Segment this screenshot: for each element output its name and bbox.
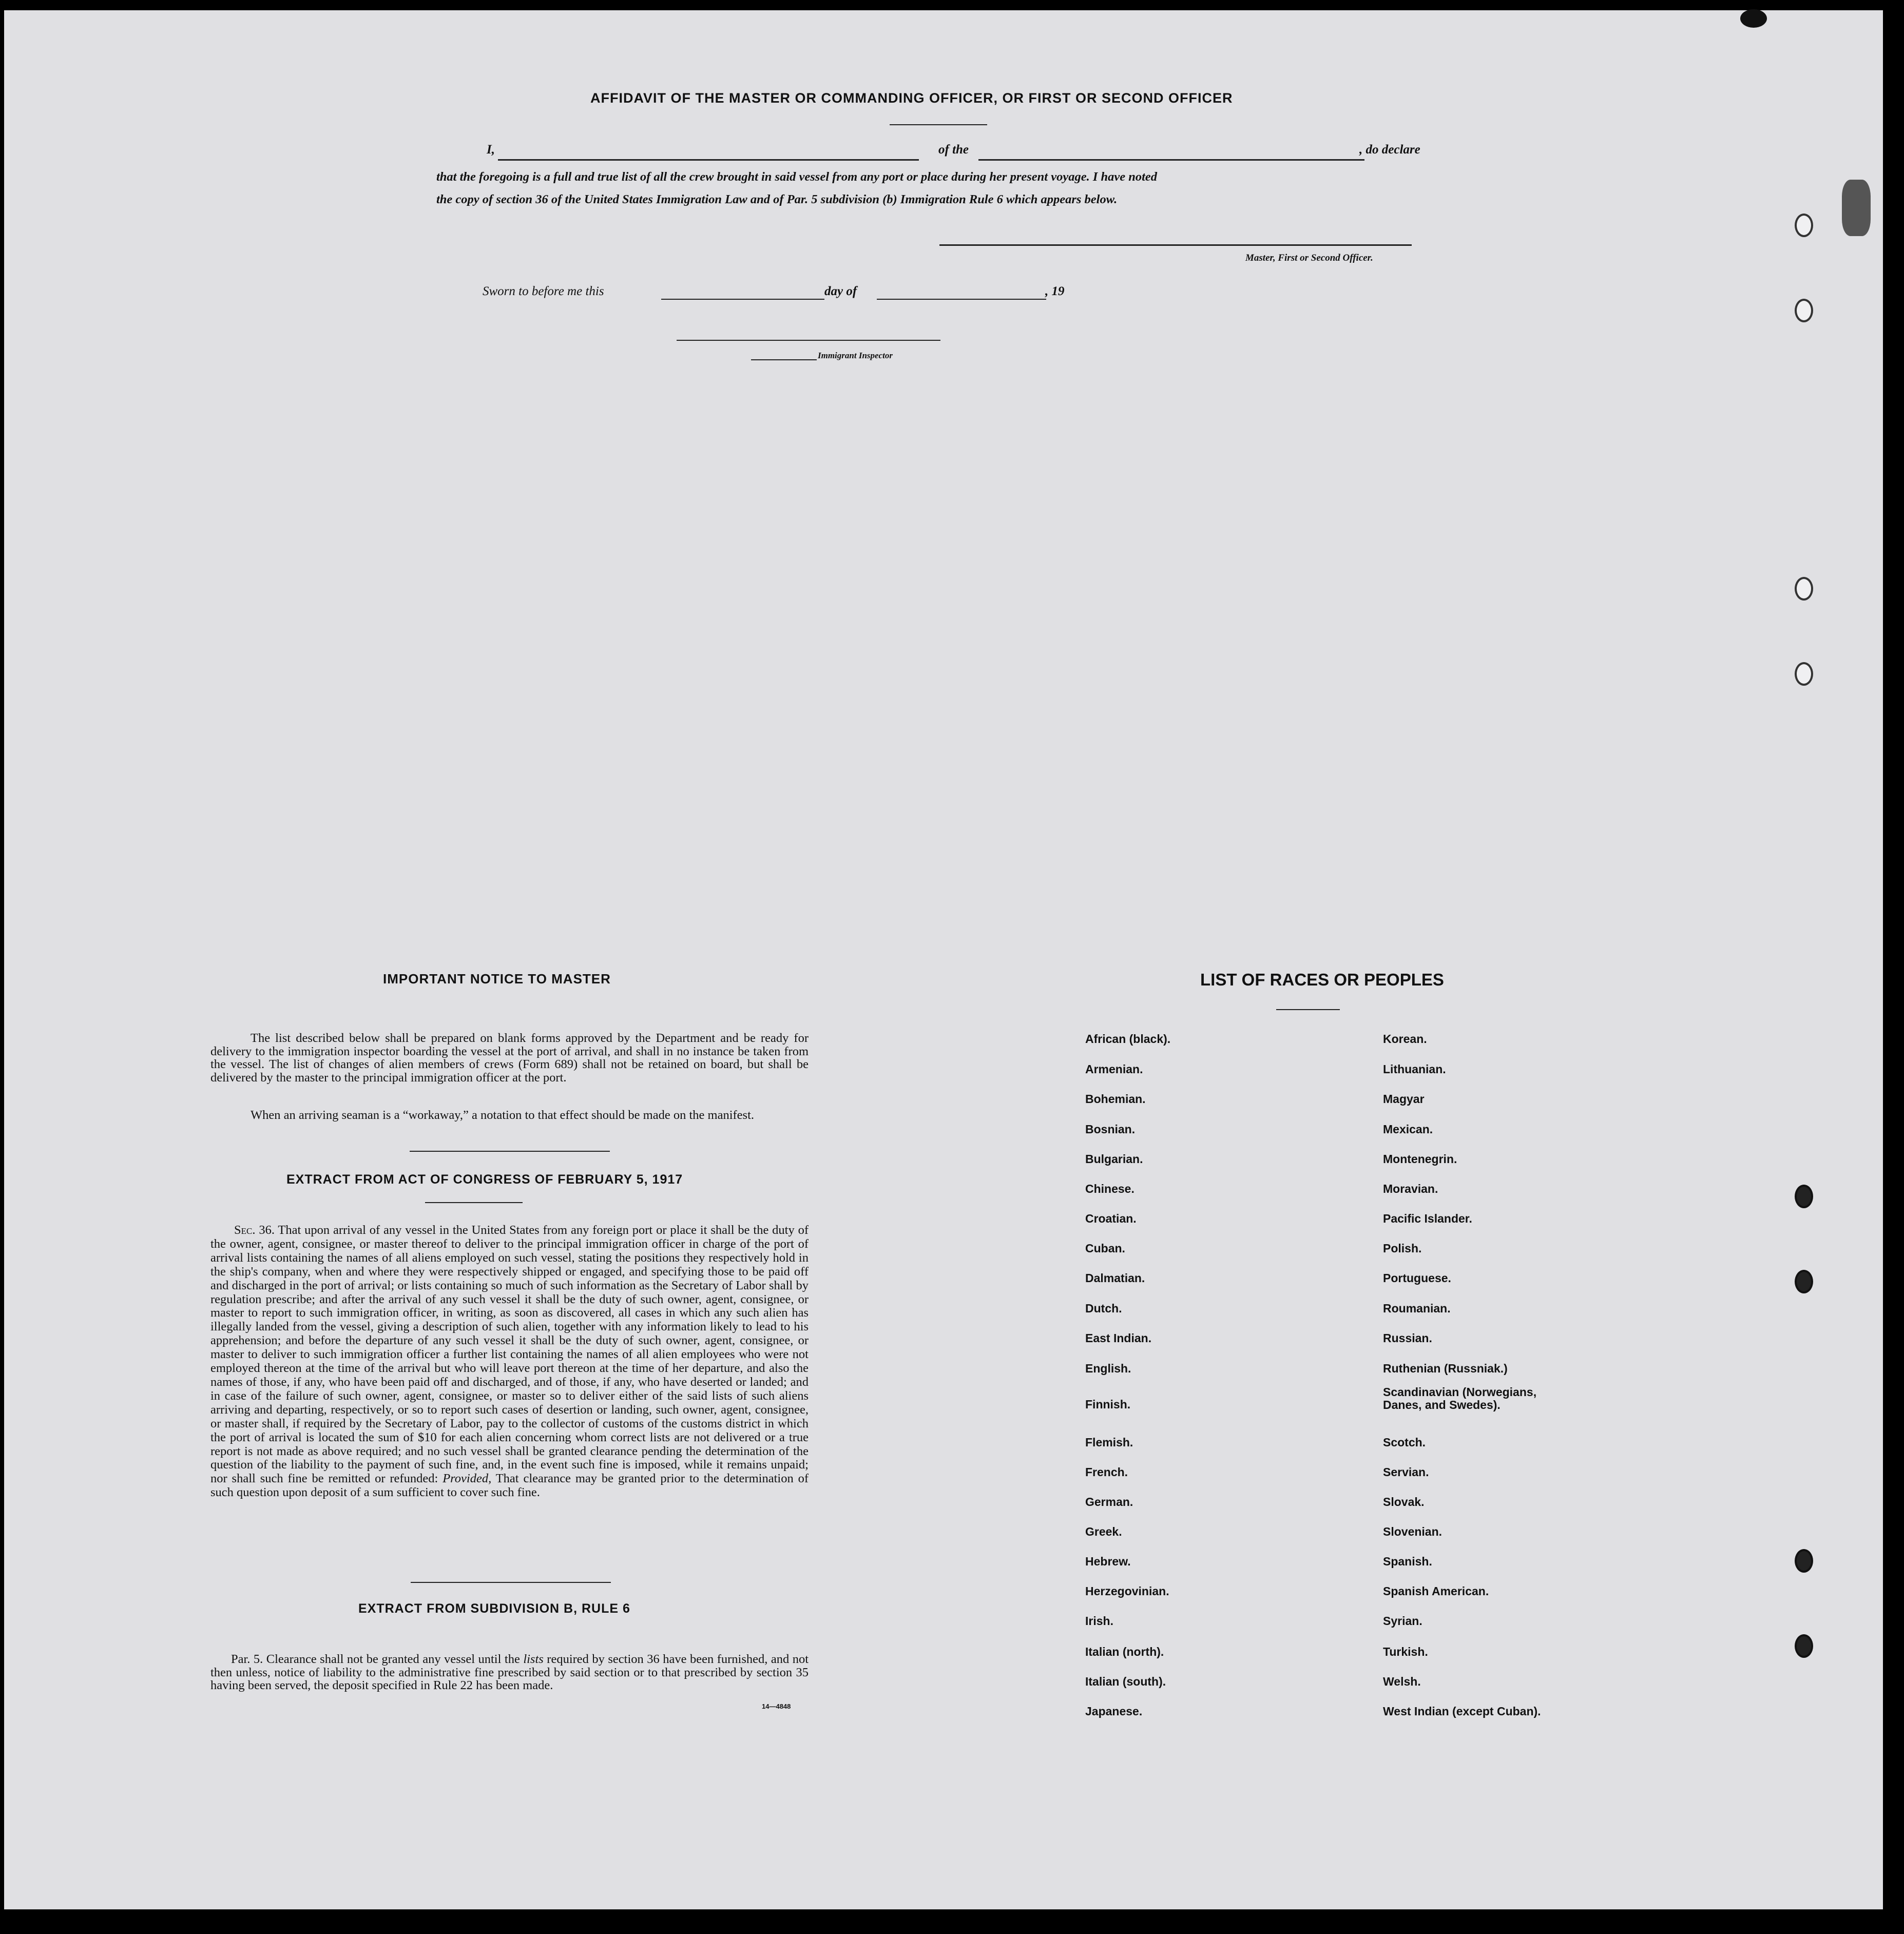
race-left-21: Italian (south). — [1085, 1675, 1166, 1688]
sworn-label: Sworn to before me this — [483, 284, 604, 298]
binding-hole — [1795, 1634, 1813, 1658]
race-left-4: Bulgarian. — [1085, 1152, 1143, 1166]
form-number: 14—4848 — [762, 1703, 791, 1710]
declarant-name-line[interactable] — [498, 159, 919, 161]
divider — [411, 1582, 611, 1583]
races-title: LIST OF RACES OR PEOPLES — [1200, 970, 1444, 989]
race-left-18: Herzegovinian. — [1085, 1584, 1169, 1598]
notice-p1-text: The list described below shall be prepared on blank forms approved by the Department and be ready for delivery to the immigration inspector boarding the vessel at the port of arrival, and shall in no instance be taken from the vessel. The list of changes of alien members of crews (Form 689) shall not be retained on board, but shall be delivered by the master to the principal immigration officer at the port. — [210, 1031, 809, 1085]
race-right-18: Spanish American. — [1383, 1584, 1489, 1598]
race-left-8: Dalmatian. — [1085, 1271, 1145, 1285]
race-left-5: Chinese. — [1085, 1182, 1134, 1195]
race-right-15: Slovak. — [1383, 1495, 1425, 1508]
ink-blot — [1842, 180, 1871, 236]
race-left-16: Greek. — [1085, 1525, 1122, 1538]
binding-hole — [1795, 577, 1813, 601]
race-right-1: Lithuanian. — [1383, 1062, 1446, 1076]
extract-rule-title: EXTRACT FROM SUBDIVISION B, RULE 6 — [358, 1601, 630, 1616]
race-right-0: Korean. — [1383, 1032, 1427, 1046]
document-page — [4, 10, 1883, 1909]
race-left-11: English. — [1085, 1362, 1131, 1375]
binding-hole — [1795, 1549, 1813, 1573]
race-left-13: Flemish. — [1085, 1436, 1133, 1449]
race-left-15: German. — [1085, 1495, 1133, 1508]
race-right-2: Magyar — [1383, 1092, 1425, 1106]
notice-paragraph-1 — [210, 1032, 809, 1084]
race-left-19: Irish. — [1085, 1614, 1113, 1628]
declare-label: , do declare — [1359, 143, 1420, 157]
binding-hole — [1795, 299, 1813, 322]
race-right-6: Pacific Islander. — [1383, 1212, 1472, 1225]
inspector-prefix-line — [751, 359, 817, 360]
vessel-name-line[interactable] — [978, 159, 1364, 161]
race-right-13: Scotch. — [1383, 1436, 1426, 1449]
section-36-text — [210, 1224, 809, 1500]
race-right-7: Polish. — [1383, 1242, 1422, 1255]
race-left-22: Japanese. — [1085, 1705, 1143, 1718]
sworn-day-line[interactable] — [661, 299, 824, 300]
provided-word: Provided, — [443, 1472, 492, 1486]
vessel-label: of the — [938, 143, 969, 157]
divider — [410, 1151, 610, 1152]
race-right-5: Moravian. — [1383, 1182, 1438, 1195]
notice-paragraph-2 — [210, 1109, 809, 1122]
divider — [425, 1202, 523, 1203]
binding-hole — [1795, 1270, 1813, 1293]
race-right-19: Syrian. — [1383, 1614, 1422, 1628]
race-right-4: Montenegrin. — [1383, 1152, 1457, 1166]
day-of-label: day of — [824, 284, 857, 298]
race-right-22: West Indian (except Cuban). — [1383, 1705, 1541, 1718]
notice-title: IMPORTANT NOTICE TO MASTER — [383, 971, 611, 987]
race-right-21: Welsh. — [1383, 1675, 1421, 1688]
race-left-2: Bohemian. — [1085, 1092, 1146, 1106]
section-label: Sec. 36. — [234, 1223, 275, 1237]
divider — [890, 124, 987, 125]
race-right-12: Scandinavian (Norwegians, Danes, and Swedes). — [1383, 1385, 1537, 1411]
rule-text-end: required by section 36 have been furnished, and not then unless, notice of liability to the administrative fine prescribed by said section or to that prescribed by section 35 having been served, the deposit specified in Rule 22 has been made. — [210, 1652, 809, 1692]
year-label: , 19 — [1045, 284, 1065, 298]
notice-p2-text: When an arriving seaman is a “workaway,” a notation to that effect should be made on the manifest. — [251, 1108, 755, 1122]
affidavit-line-3: the copy of section 36 of the United States Immigration Law and of Par. 5 subdivision (b) Immigration Rule 6 which appears below. — [436, 192, 1118, 206]
race-left-20: Italian (north). — [1085, 1645, 1164, 1658]
section-36-body: That upon arrival of any vessel in the United States from any foreign port or place it shall be the duty of the owner, agent, consignee, or master thereof to deliver to the principal immigration officer in charge of the port of arrival lists containing the names of all aliens employed on such vessel, stating the positions they respectively hold in the ship's company, when and where they were respectively shipped or engaged, and specifying those to be paid off and discharged in the port of arrival; or lists containing so much of such information as the Secretary of Labor shall by regulation prescribe; and after the arrival of any such vessel it shall be the duty of such owner, agent, consignee, or master to report to such immigration officer, in writing, as soon as discovered, all cases in which any such alien has illegally landed from the vessel, giving a description of such alien, together with any information likely to lead to his apprehension; and before the departure of any such vessel it shall be the duty of such owner, agent, consignee, or master to deliver to such immigration officer a further list containing the names of all alien employees who were not employed thereon at the time of the arrival but who will leave port thereon at the time of her departure, and also the names of those, if any, who have been paid off and discharged, and of those, if any, who have deserted or landed; and in case of the failure of such owner, agent, consignee, or master so to deliver either of the said lists of such aliens arriving and departing, respectively, or so to report such cases of desertion or landing, such owner, agent, consignee, or master shall, if required by the Secretary of Labor, pay to the collector of customs of the customs district in which the port of arrival is located the sum of $10 for each alien concerning whom correct lists are not delivered or a true report is not made as above required; and no such vessel shall be granted clearance pending the determination of the question of the liability to the payment of such fine, and, in the event such fine is imposed, while it remains unpaid; nor shall such fine be remitted or refunded: — [210, 1223, 809, 1486]
race-left-0: African (black). — [1085, 1032, 1171, 1046]
binding-hole — [1795, 1185, 1813, 1208]
affidavit-title: AFFIDAVIT OF THE MASTER OR COMMANDING OFFICER, OR FIRST OR SECOND OFFICER — [590, 90, 1233, 106]
race-right-9: Roumanian. — [1383, 1302, 1451, 1315]
binding-hole — [1795, 214, 1813, 237]
race-left-7: Cuban. — [1085, 1242, 1125, 1255]
rule-6-text — [210, 1653, 809, 1692]
race-right-10: Russian. — [1383, 1331, 1432, 1345]
sworn-month-line[interactable] — [877, 299, 1046, 300]
section-36-body-end: That clearance may be granted prior to the determination of such question upon deposit of a sum sufficient to cover such fine. — [210, 1472, 809, 1500]
race-left-3: Bosnian. — [1085, 1123, 1136, 1136]
signature-line[interactable] — [939, 244, 1412, 246]
race-left-17: Hebrew. — [1085, 1555, 1131, 1568]
binding-hole — [1795, 662, 1813, 686]
race-left-14: French. — [1085, 1465, 1128, 1479]
ink-blot — [1740, 9, 1767, 28]
race-right-17: Spanish. — [1383, 1555, 1432, 1568]
lists-word: lists — [523, 1652, 544, 1666]
race-left-10: East Indian. — [1085, 1331, 1152, 1345]
race-right-11: Ruthenian (Russniak.) — [1383, 1362, 1508, 1375]
inspector-signature-line[interactable] — [677, 340, 940, 341]
affidavit-line-2: that the foregoing is a full and true list of all the crew brought in said vessel from any port or place during her present voyage. I have noted — [436, 170, 1158, 184]
race-right-14: Servian. — [1383, 1465, 1429, 1479]
rule-text-start: Par. 5. Clearance shall not be granted any vessel until the — [231, 1652, 520, 1666]
race-right-16: Slovenian. — [1383, 1525, 1443, 1538]
extract-act-title: EXTRACT FROM ACT OF CONGRESS OF FEBRUARY 5, 1917 — [286, 1172, 683, 1187]
race-left-1: Armenian. — [1085, 1062, 1143, 1076]
race-right-20: Turkish. — [1383, 1645, 1428, 1658]
race-right-8: Portuguese. — [1383, 1271, 1451, 1285]
signature-caption: Master, First or Second Officer. — [1245, 253, 1373, 263]
race-left-6: Croatian. — [1085, 1212, 1137, 1225]
race-right-3: Mexican. — [1383, 1123, 1433, 1136]
race-left-9: Dutch. — [1085, 1302, 1122, 1315]
inspector-caption: Immigrant Inspector — [818, 351, 893, 360]
declarant-label: I, — [487, 143, 495, 157]
race-left-12: Finnish. — [1085, 1398, 1131, 1411]
divider — [1276, 1009, 1340, 1010]
